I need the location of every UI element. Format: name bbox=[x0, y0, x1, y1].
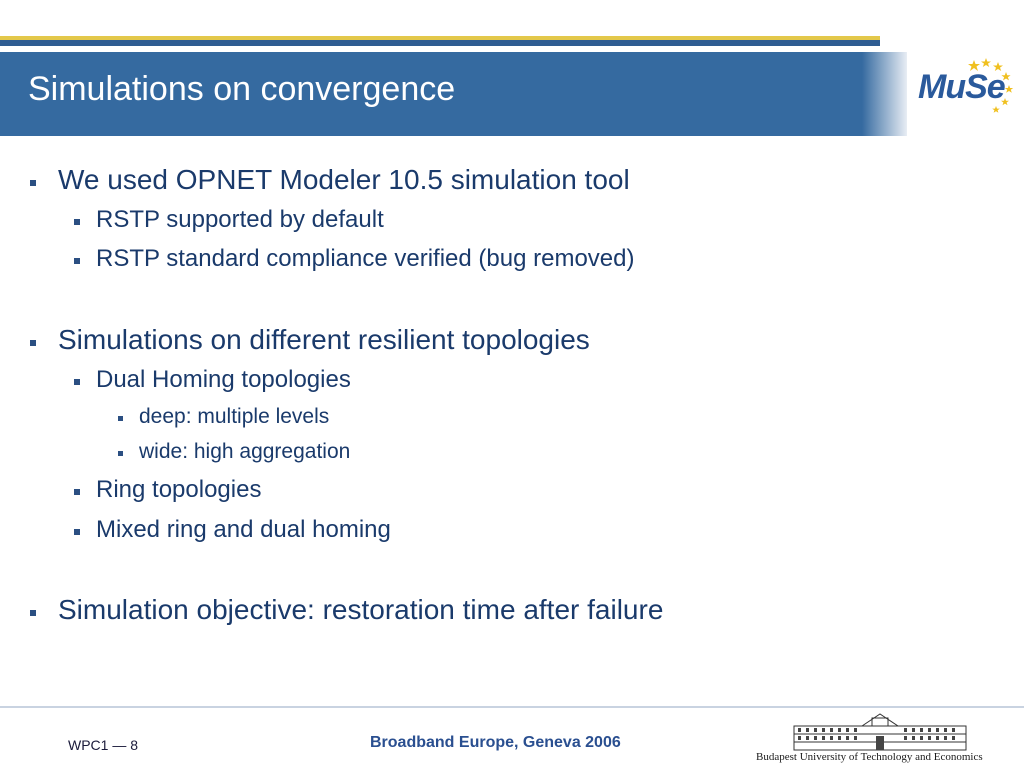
square-bullet-icon bbox=[74, 258, 80, 264]
title-band-fade bbox=[862, 52, 907, 136]
muse-logo bbox=[912, 56, 1017, 118]
square-bullet-icon bbox=[118, 451, 123, 456]
logo-wordmark: MuSe bbox=[918, 68, 1005, 106]
bullet-text: We used OPNET Modeler 10.5 simulation tool bbox=[58, 164, 630, 195]
bullet-text: wide: high aggregation bbox=[139, 440, 351, 463]
bullet-level-2 bbox=[74, 245, 634, 273]
square-bullet-icon bbox=[74, 529, 80, 535]
bullet-text: Mixed ring and dual homing bbox=[96, 516, 391, 543]
bullet-level-1 bbox=[30, 324, 590, 356]
bullet-text: Ring topologies bbox=[96, 476, 262, 503]
bullet-text: deep: multiple levels bbox=[139, 405, 330, 428]
bullet-level-3 bbox=[118, 440, 350, 464]
square-bullet-icon bbox=[74, 489, 80, 495]
university-building-icon bbox=[792, 712, 968, 752]
bullet-level-2 bbox=[74, 206, 384, 234]
slide-title: Simulations on convergence bbox=[28, 70, 456, 108]
bullet-text: Simulations on different resilient topologies bbox=[58, 324, 590, 355]
square-bullet-icon bbox=[118, 416, 123, 421]
university-name: Budapest University of Technology and Economics bbox=[756, 751, 983, 763]
header-blue-stripe bbox=[0, 40, 880, 46]
bullet-level-2 bbox=[74, 366, 351, 394]
conference-name: Broadband Europe, Geneva 2006 bbox=[370, 734, 621, 751]
bullet-level-3 bbox=[118, 405, 329, 429]
square-bullet-icon bbox=[30, 610, 36, 616]
square-bullet-icon bbox=[30, 340, 36, 346]
bullet-text: RSTP supported by default bbox=[96, 206, 384, 233]
bullet-level-2 bbox=[74, 516, 391, 544]
bullet-text: Simulation objective: restoration time after failure bbox=[58, 594, 664, 625]
bullet-level-1 bbox=[30, 594, 663, 626]
bullet-text: RSTP standard compliance verified (bug removed) bbox=[96, 245, 635, 272]
footer-divider bbox=[0, 706, 1024, 708]
square-bullet-icon bbox=[30, 180, 36, 186]
bullet-level-2 bbox=[74, 476, 261, 504]
bullet-text: Dual Homing topologies bbox=[96, 366, 351, 393]
square-bullet-icon bbox=[74, 379, 80, 385]
square-bullet-icon bbox=[74, 219, 80, 225]
slide-number: WPC1 — 8 bbox=[68, 737, 139, 753]
bullet-level-1 bbox=[30, 164, 630, 196]
